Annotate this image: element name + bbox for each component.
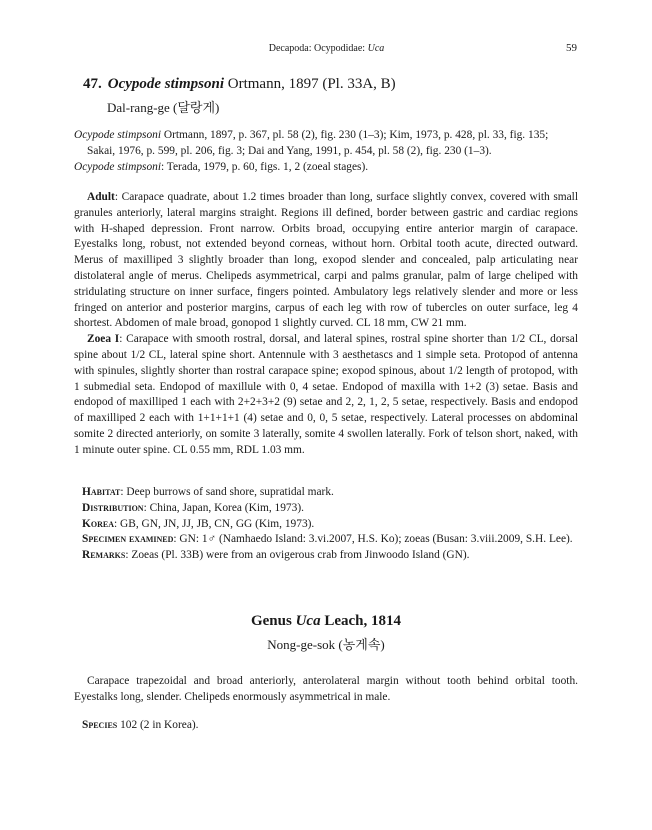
species-authority: Ortmann, 1897 (Pl. 33A, B) [224, 76, 396, 92]
zoea-paragraph [74, 332, 578, 458]
synonym-citation: : Terada, 1979, p. 60, figs. 1, 2 (zoeal stages). [161, 161, 369, 173]
korea-line [82, 517, 578, 533]
genus-scientific-name: Uca [295, 613, 321, 629]
adult-paragraph [74, 190, 578, 332]
specimen-line [82, 532, 578, 548]
specimen-text: : GN: 1♂ (Namhaedo Island: 3.vi.2007, H.S. Ko); zoeas (Busan: 3.viii.2009, S.H. Lee). [173, 533, 573, 546]
synonymy-entry [74, 159, 578, 175]
running-head-text: Decapoda: Ocypodidae: [268, 43, 368, 54]
synonym-citation: Sakai, 1976, p. 599, pl. 206, fig. 3; Dai and Yang, 1991, p. 454, pl. 58 (2), fig. 230 (1–3). [87, 145, 492, 157]
synonymy-entry [74, 127, 578, 143]
species-description [74, 190, 578, 459]
zoea-text: : Carapace with smooth rostral, dorsal, and lateral spines, rostral spine shorter than 1/2 CL, dorsal spine about 1/2 CL, lateral spine short. Antennule with 3 aesthetascs and 1 simple seta. Protopod of antenna with spinules, slightly shorter than rostral carapace spine; exopod spinous, about 1/2 length of protopod, with 1 submedial seta. Endopod of maxillule with 0, 4 setae. Endopod of maxilla with 1+2 (3) setae. Basis and endopod of maxilliped 1 each with 2+2+3+2 (9) setae and 2, 2, 1, 2, 5 setae, respectively. Basis and endopod of maxilliped 2 each with 1+1+1+1 (4) setae and 0, 0, 5 setae, respectively. Lateral processes on abdominal somite 2 directed anteriorly, on somite 3 laterally, somite 4 swollen laterally. Fork of telson short, naked, with 1 minute outer spine. CL 0.55 mm, RDL 1.03 mm. [74, 333, 579, 456]
synonym-name: Ocypode stimpsoni [74, 161, 161, 173]
distribution-text: : China, Japan, Korea (Kim, 1973). [143, 501, 304, 514]
page-number: 59 [566, 42, 577, 54]
specimen-label: Specimen examined [82, 533, 174, 546]
distribution-line [82, 501, 578, 517]
genus-description-text: Carapace trapezoidal and broad anteriorly, anterolateral margin without tooth behind orbital tooth. Eyestalks long, slender. Chelipeds enormously asymmetrical in male. [74, 675, 578, 703]
distribution-label: Distribution [82, 501, 144, 514]
remarks-text: : Zoeas (Pl. 33B) were from an ovigerous crab from Jinwoodo Island (GN). [125, 549, 470, 562]
species-number: 47. [83, 76, 102, 92]
genus-description [74, 674, 578, 706]
remarks-label: Remarks [82, 549, 126, 562]
running-head-genus: Uca [367, 43, 385, 54]
genus-prefix: Genus [250, 613, 296, 629]
synonym-citation: Ortmann, 1897, p. 367, pl. 58 (2), fig. 230 (1–3); Kim, 1973, p. 428, pl. 33, fig. 135; [161, 129, 549, 141]
running-head [76, 43, 577, 54]
synonymy-entry [74, 143, 578, 159]
synonymy-list [74, 127, 578, 175]
habitat-label: Habitat [82, 486, 121, 498]
habitat-line [82, 485, 578, 501]
adult-label: Adult [87, 191, 115, 203]
habitat-text: : Deep burrows of sand shore, supratidal mark. [120, 486, 334, 498]
korea-text: : GB, GN, JN, JJ, JB, CN, GG (Kim, 1973). [113, 517, 315, 530]
species-scientific-name: Ocypode stimpsoni [107, 76, 224, 92]
species-heading [83, 76, 396, 93]
synonym-name: Ocypode stimpsoni [74, 129, 161, 141]
species-korean-name: Dal-rang-ge (달랑게) [107, 100, 220, 115]
remarks-line [82, 548, 578, 564]
species-notes [82, 485, 578, 564]
genus-heading [0, 613, 652, 630]
zoea-label: Zoea I [87, 333, 120, 346]
genus-korean-name: Nong-ge-sok (농게속) [267, 637, 385, 652]
species-count-label: Species [82, 719, 118, 731]
species-count-text: 102 (2 in Korea). [117, 719, 199, 731]
genus-species-count [82, 719, 199, 731]
korea-label: Korea [82, 517, 114, 530]
genus-authority: Leach, 1814 [320, 613, 402, 629]
adult-text: : Carapace quadrate, about 1.2 times broader than long, surface slightly convex, covered with small granules anteriorly, lateral margins straight. Regions ill defined, border between gastric and cardiac regions with H-shaped depression. Front narrow. Orbits broad, occupying entire anterior margin of carapace. Eyestalks long, robust, not extended beyond corneas, without horn. Orbital tooth acute, directed outward. Merus of maxilliped 3 slightly broader than long, exopod slender and concealed, palp articulating near distolateral angle of merus. Chelipeds asymmetrical, carpi and palms granular, palm of large cheliped with stridulating structure on inner surface, fingers pointed. Ambulatory legs relatively slender and more or less fringed on anterior and posterior margins, carpus of each leg with row of tubercles on outer surface, leg 4 shortest. Abdomen of male broad, gonopod 1 slightly curved. CL 18 mm, CW 21 mm. [74, 191, 578, 330]
